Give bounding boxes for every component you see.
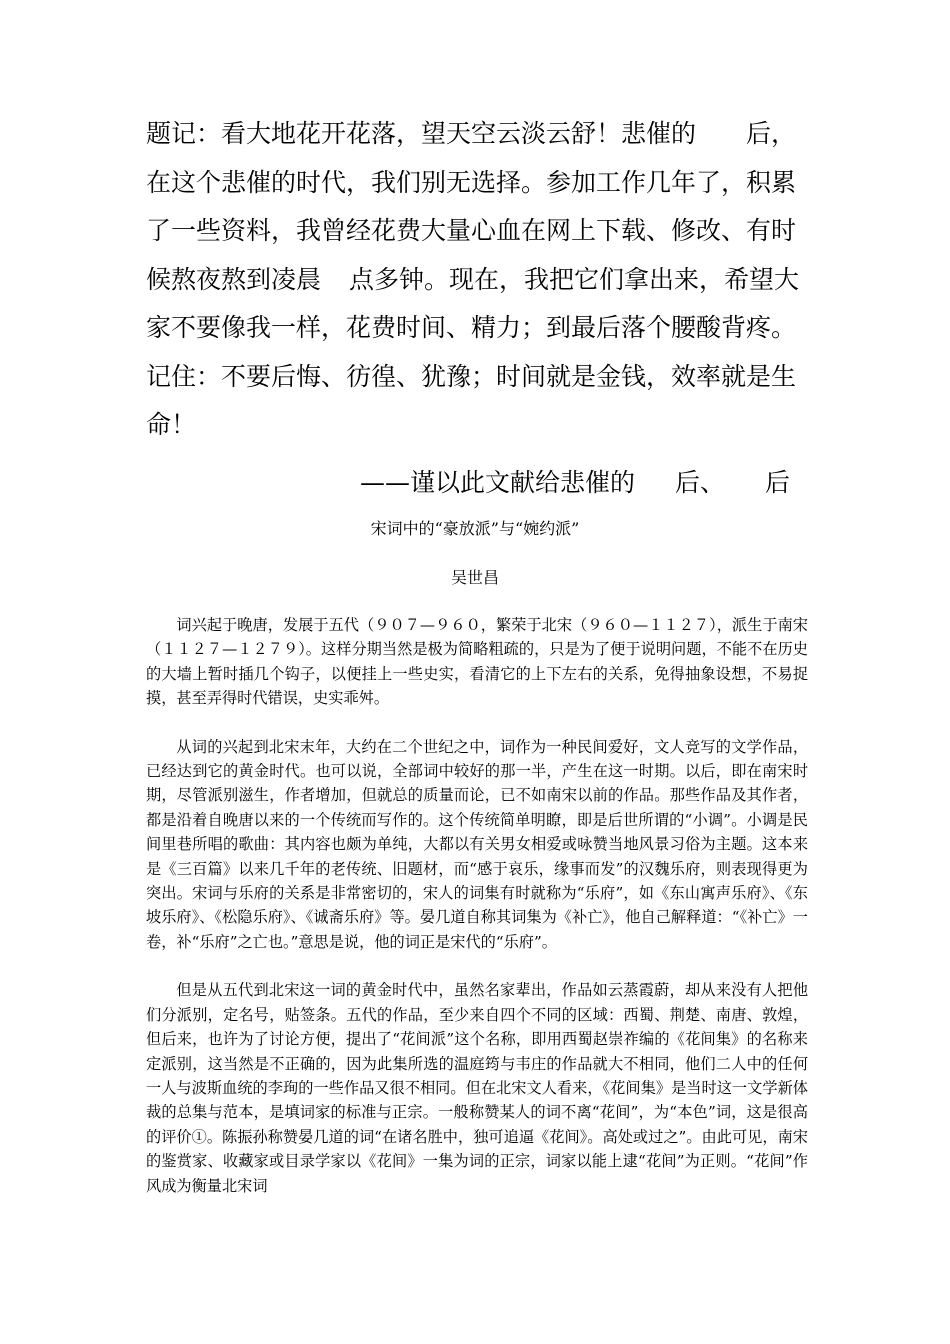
dedication-line — [360, 459, 790, 507]
preface-line: 了一些资料，我曾经花费大量心血在网上下载、修改、有时 — [146, 216, 797, 245]
article-body — [146, 613, 808, 1222]
preface-line-text: 点多钟。现在，我把它们拿出来，希望大 — [349, 264, 800, 294]
preface-block — [146, 110, 812, 450]
preface-line-text: 候熬夜熬到凌晨 — [146, 264, 322, 294]
article-title: 宋词中的“豪放派”与“婉约派” — [370, 519, 580, 538]
preface-line-text: 后， — [746, 119, 797, 148]
dedication-text: 后 — [765, 468, 791, 497]
dedication-text: ——谨以此文献给悲催的 — [360, 468, 636, 497]
preface-line — [146, 256, 812, 305]
preface-line: 记住：不要后悔、彷徨、犹豫；时间就是金钱，效率就是生 — [146, 361, 797, 391]
preface-line: 在这个悲催的时代，我们别无选择。参加工作几年了，积累 — [146, 167, 797, 197]
preface-line: 命！ — [146, 410, 197, 439]
body-paragraph: 从词的兴起到北宋末年，大约在二个世纪之中，词作为一种民间爱好，文人竞写的文学作品，已经达到它的黄金时代。也可以说，全部词中较好的那一半，产生在这一时期。以后，即在南宋时期，尽管派别滋生，作者增加，但就总的质量而论，已不如南宋以前的作品。那些作品及其作者，都是沿着自晚唐以来的一个传统而写作的。这个传统简单明瞭，即是后世所谓的“小调”。小调是民间里巷所唱的歌曲：其内容也颇为单纯，大都以有关男女相爱或咏赞当地风景习俗为主题。这本来是《三百篇》以来几千年的老传统、旧题材，而“感于哀乐，缘事而发”的汉魏乐府，则表现得更为突出。宋词与乐府的关系是非常密切的，宋人的词集有时就称为“乐府”，如《东山寓声乐府》、《东坡乐府》、《松隐乐府》、《诚斋乐府》等。晏几道自称其词集为《补亡》，他自己解释道：“《补亡》一卷，补“乐府”之亡也。”意思是说，他的词正是宋代的“乐府”。 — [146, 737, 808, 951]
preface-line-text: 题记：看大地花开花落，望天空云淡云舒！悲催的 — [146, 119, 697, 148]
body-paragraph: 但是从五代到北宋这一词的黄金时代中，虽然名家辈出，作品如云蒸霞蔚，却从来没有人把他们分派别，定名号，贴签条。五代的作品，至少来自四个不同的区域：西蜀、荆楚、南唐、敦煌，但后来，也许为了讨论方便，提出了“花间派”这个名称，即用西蜀赵崇祚编的《花间集》的名称来定派别，这当然是不正确的，因为此集所选的温庭筠与韦庄的作品就大不相同，他们二人中的任何一人与波斯血统的李珣的一些作品又很不相同。但在北宋文人看来，《花间集》是当时这一文学新体裁的总集与范本，是填词家的标准与正宗。一般称赞某人的词不离“花间”，为“本色”词，这是很高的评价①。陈振孙称赞晏几道的词“在诸名胜中，独可追逼《花间》。高处或过之”。由此可见，南宋的鉴赏家、收藏家或目录学家以《花间》一集为词的正宗，词家以能上逮“花间”为正则。“花间”作风成为衡量北宋词 — [146, 981, 808, 1195]
article-author: 吴世昌 — [450, 568, 499, 587]
preface-line — [146, 110, 812, 159]
body-paragraph: 词兴起于晚唐，发展于五代（９０７—９６０，繁荣于北宋（９６０—１１２７），派生于南宋（１１２７—１２７９）。这样分期当然是极为简略粗疏的，只是为了便于说明问题，不能不在历史的大墙上暂时插几个钩子，以便挂上一些史实，看清它的上下左右的关系，免得抽象设想，不易捉摸，甚至弄得时代错误，史实乖舛。 — [146, 616, 808, 708]
dedication-text: 后、 — [675, 468, 726, 497]
preface-line: 家不要像我一样，花费时间、精力；到最后落个腰酸背疼。 — [146, 313, 797, 342]
